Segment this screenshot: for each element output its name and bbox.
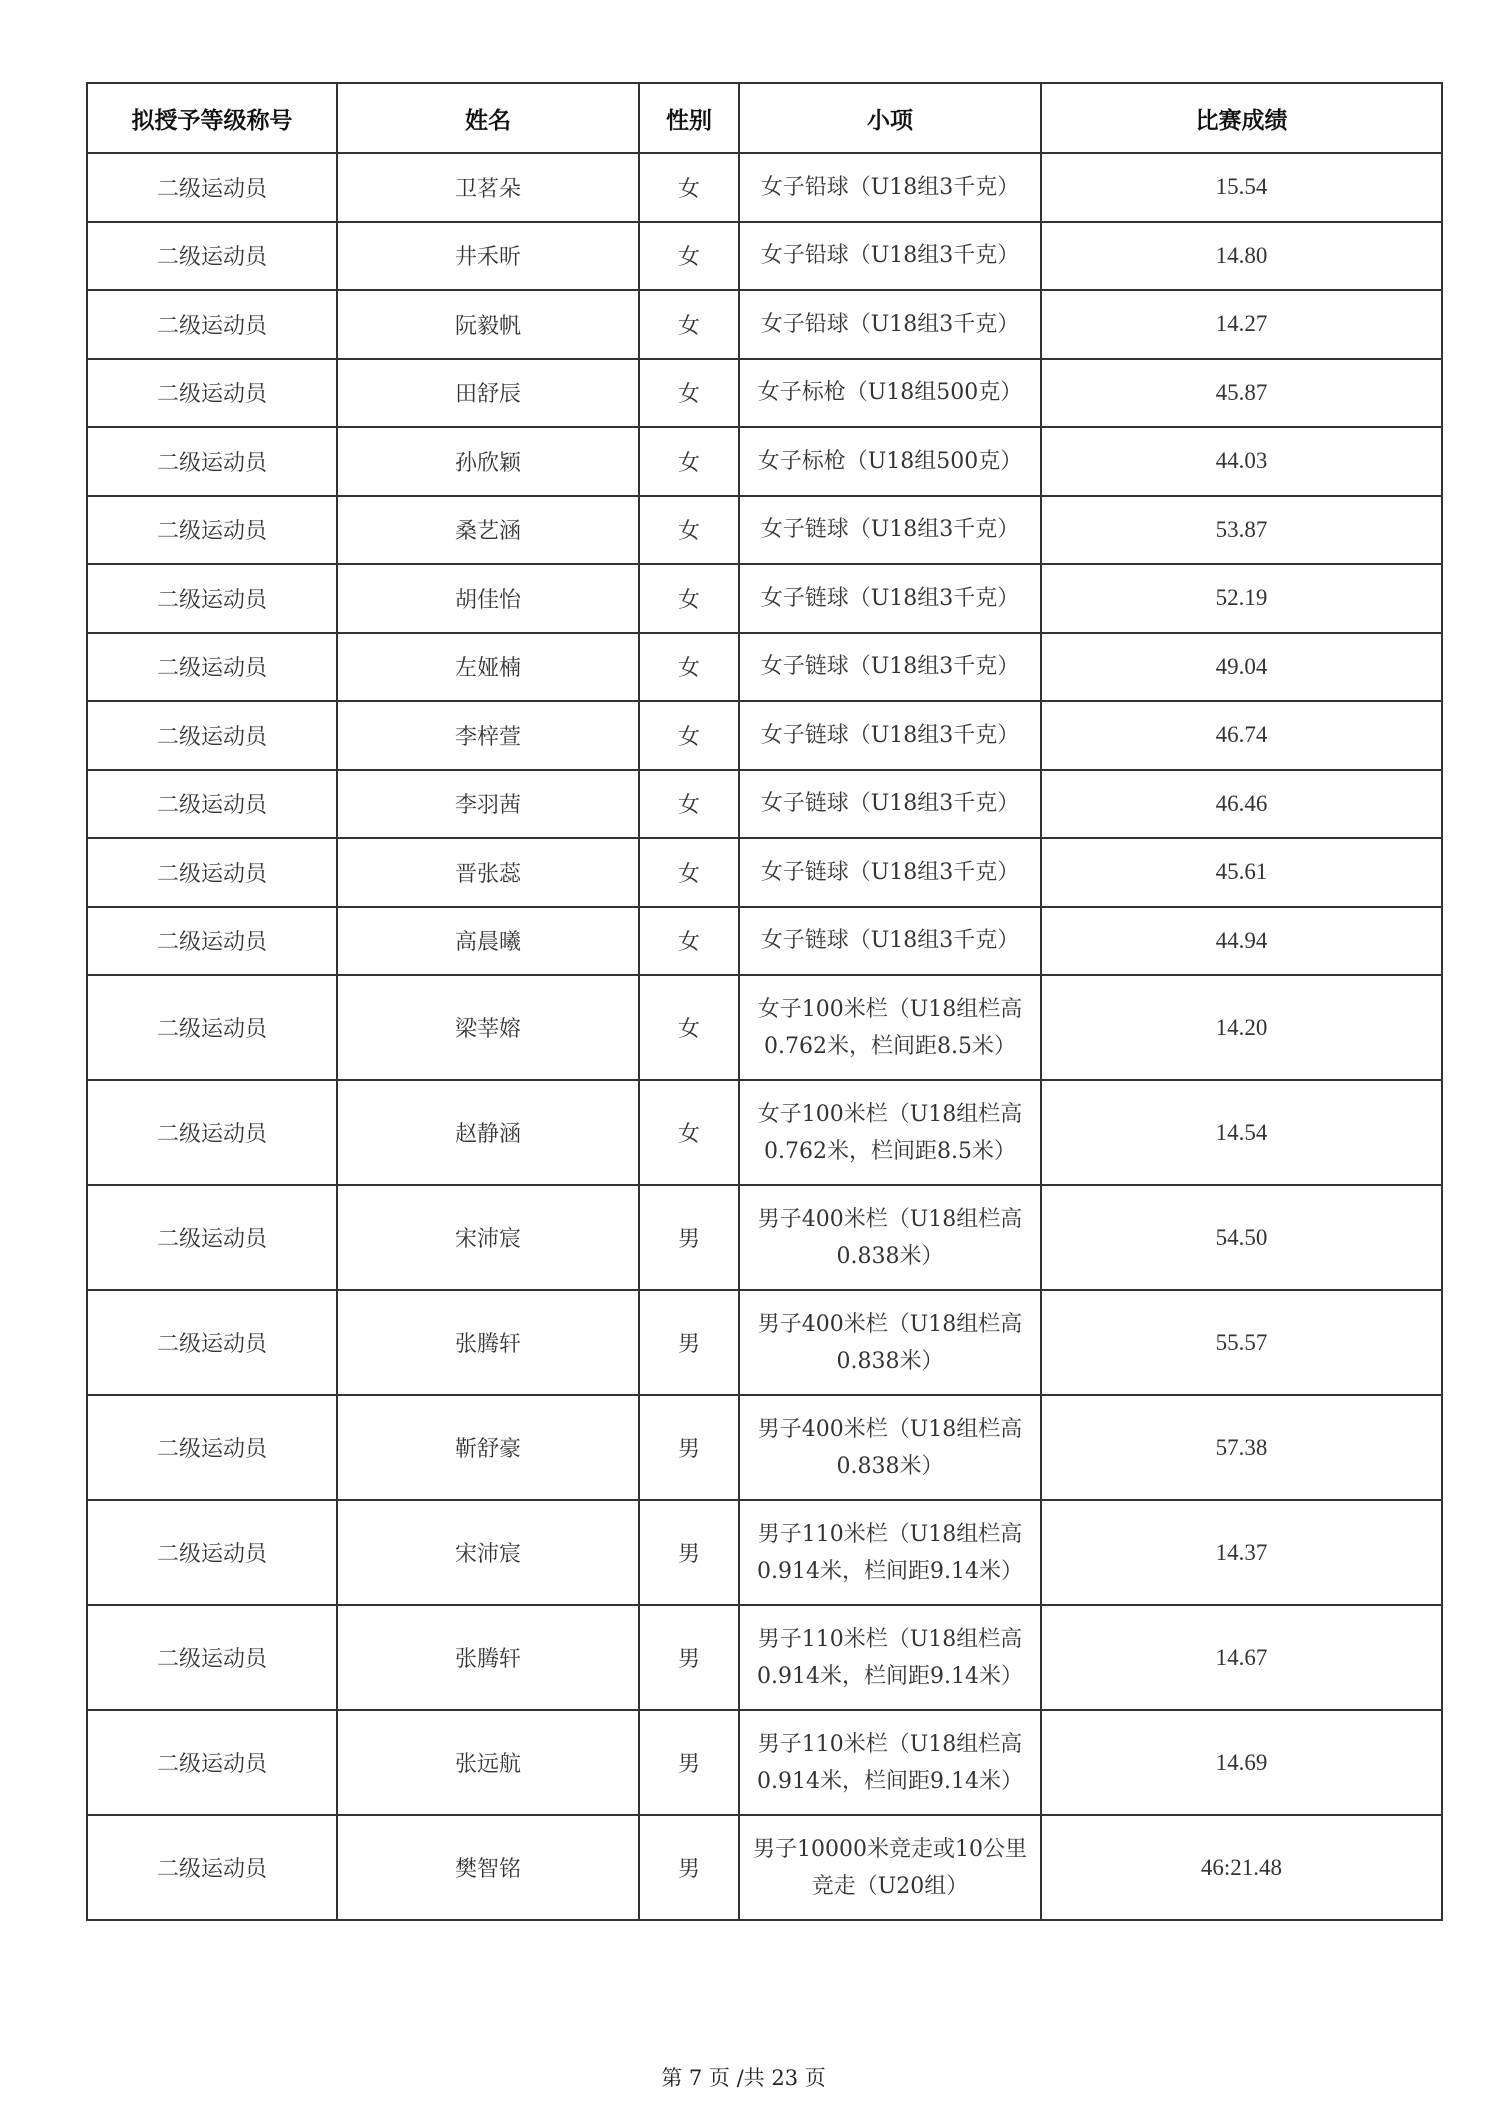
page-number: 第 7 页 /共 23 页 <box>661 2066 826 2090</box>
cell-gender: 男 <box>639 1710 739 1815</box>
table-row <box>87 907 1442 976</box>
cell-gender: 女 <box>639 633 739 702</box>
cell-name: 阮毅帆 <box>337 290 639 359</box>
cell-level: 二级运动员 <box>87 359 337 428</box>
cell-score: 14.80 <box>1041 222 1442 291</box>
cell-event: 女子链球（U18组3千克） <box>739 907 1041 976</box>
table-row <box>87 975 1442 1080</box>
cell-gender: 女 <box>639 222 739 291</box>
cell-gender: 男 <box>639 1605 739 1710</box>
cell-event: 女子链球（U18组3千克） <box>739 564 1041 633</box>
cell-score: 54.50 <box>1041 1185 1442 1290</box>
cell-level: 二级运动员 <box>87 770 337 839</box>
table-row <box>87 290 1442 359</box>
cell-score: 14.20 <box>1041 975 1442 1080</box>
cell-level: 二级运动员 <box>87 222 337 291</box>
cell-level: 二级运动员 <box>87 907 337 976</box>
cell-gender: 女 <box>639 496 739 565</box>
table-row <box>87 633 1442 702</box>
cell-level: 二级运动员 <box>87 1395 337 1500</box>
cell-event: 男子400米栏（U18组栏高 0.838米） <box>739 1185 1041 1290</box>
cell-name: 靳舒豪 <box>337 1395 639 1500</box>
cell-level: 二级运动员 <box>87 1815 337 1920</box>
cell-gender: 男 <box>639 1290 739 1395</box>
cell-gender: 女 <box>639 153 739 222</box>
cell-event: 女子标枪（U18组500克） <box>739 359 1041 428</box>
cell-score: 46.46 <box>1041 770 1442 839</box>
cell-name: 井禾昕 <box>337 222 639 291</box>
cell-score: 45.87 <box>1041 359 1442 428</box>
cell-gender: 女 <box>639 564 739 633</box>
cell-score: 44.94 <box>1041 907 1442 976</box>
cell-event: 男子110米栏（U18组栏高 0.914米，栏间距9.14米） <box>739 1605 1041 1710</box>
cell-event: 男子110米栏（U18组栏高 0.914米，栏间距9.14米） <box>739 1710 1041 1815</box>
table-body <box>87 153 1442 1920</box>
cell-name: 赵静涵 <box>337 1080 639 1185</box>
cell-level: 二级运动员 <box>87 564 337 633</box>
cell-score: 14.37 <box>1041 1500 1442 1605</box>
cell-level: 二级运动员 <box>87 701 337 770</box>
table-row <box>87 427 1442 496</box>
table-row <box>87 564 1442 633</box>
table-row <box>87 701 1442 770</box>
cell-level: 二级运动员 <box>87 1710 337 1815</box>
cell-gender: 女 <box>639 975 739 1080</box>
table-row <box>87 1185 1442 1290</box>
cell-gender: 男 <box>639 1815 739 1920</box>
cell-level: 二级运动员 <box>87 1290 337 1395</box>
cell-name: 宋沛宸 <box>337 1185 639 1290</box>
cell-name: 卫茗朵 <box>337 153 639 222</box>
cell-score: 14.67 <box>1041 1605 1442 1710</box>
cell-level: 二级运动员 <box>87 975 337 1080</box>
cell-name: 张腾轩 <box>337 1605 639 1710</box>
cell-name: 张远航 <box>337 1710 639 1815</box>
cell-level: 二级运动员 <box>87 1080 337 1185</box>
cell-level: 二级运动员 <box>87 1185 337 1290</box>
cell-gender: 男 <box>639 1185 739 1290</box>
cell-gender: 女 <box>639 359 739 428</box>
cell-event: 女子链球（U18组3千克） <box>739 496 1041 565</box>
cell-event: 女子链球（U18组3千克） <box>739 701 1041 770</box>
cell-gender: 女 <box>639 290 739 359</box>
cell-score: 14.54 <box>1041 1080 1442 1185</box>
header-event: 小项 <box>739 83 1041 153</box>
cell-score: 44.03 <box>1041 427 1442 496</box>
cell-score: 55.57 <box>1041 1290 1442 1395</box>
table-row <box>87 1395 1442 1500</box>
cell-gender: 女 <box>639 427 739 496</box>
table-row <box>87 1710 1442 1815</box>
cell-score: 52.19 <box>1041 564 1442 633</box>
cell-score: 15.54 <box>1041 153 1442 222</box>
cell-event: 女子链球（U18组3千克） <box>739 770 1041 839</box>
cell-name: 高晨曦 <box>337 907 639 976</box>
table-row <box>87 359 1442 428</box>
table-row <box>87 1290 1442 1395</box>
cell-name: 左娅楠 <box>337 633 639 702</box>
cell-score: 49.04 <box>1041 633 1442 702</box>
header-level: 拟授予等级称号 <box>87 83 337 153</box>
cell-gender: 女 <box>639 701 739 770</box>
cell-name: 宋沛宸 <box>337 1500 639 1605</box>
cell-event: 男子10000米竞走或10公里 竞走（U20组） <box>739 1815 1041 1920</box>
header-score: 比赛成绩 <box>1041 83 1442 153</box>
cell-level: 二级运动员 <box>87 838 337 907</box>
cell-gender: 男 <box>639 1500 739 1605</box>
cell-level: 二级运动员 <box>87 427 337 496</box>
cell-event: 女子铅球（U18组3千克） <box>739 290 1041 359</box>
table-row <box>87 222 1442 291</box>
table-row <box>87 153 1442 222</box>
cell-name: 桑艺涵 <box>337 496 639 565</box>
cell-gender: 女 <box>639 907 739 976</box>
cell-event: 女子链球（U18组3千克） <box>739 633 1041 702</box>
cell-level: 二级运动员 <box>87 496 337 565</box>
cell-level: 二级运动员 <box>87 1500 337 1605</box>
header-name: 姓名 <box>337 83 639 153</box>
cell-score: 53.87 <box>1041 496 1442 565</box>
cell-level: 二级运动员 <box>87 633 337 702</box>
cell-score: 46:21.48 <box>1041 1815 1442 1920</box>
cell-event: 男子400米栏（U18组栏高 0.838米） <box>739 1395 1041 1500</box>
cell-score: 14.69 <box>1041 1710 1442 1815</box>
table-header-row <box>87 83 1442 153</box>
cell-event: 女子100米栏（U18组栏高 0.762米，栏间距8.5米） <box>739 975 1041 1080</box>
cell-level: 二级运动员 <box>87 153 337 222</box>
cell-name: 胡佳怡 <box>337 564 639 633</box>
table-row <box>87 1815 1442 1920</box>
cell-name: 张腾轩 <box>337 1290 639 1395</box>
page-footer <box>0 2062 1487 2092</box>
cell-event: 女子标枪（U18组500克） <box>739 427 1041 496</box>
cell-name: 梁莘嫆 <box>337 975 639 1080</box>
cell-score: 57.38 <box>1041 1395 1442 1500</box>
cell-name: 孙欣颖 <box>337 427 639 496</box>
cell-score: 46.74 <box>1041 701 1442 770</box>
cell-event: 男子110米栏（U18组栏高 0.914米，栏间距9.14米） <box>739 1500 1041 1605</box>
table-row <box>87 1080 1442 1185</box>
cell-name: 樊智铭 <box>337 1815 639 1920</box>
table-row <box>87 1605 1442 1710</box>
cell-level: 二级运动员 <box>87 1605 337 1710</box>
cell-gender: 女 <box>639 838 739 907</box>
cell-score: 14.27 <box>1041 290 1442 359</box>
cell-gender: 男 <box>639 1395 739 1500</box>
table-row <box>87 496 1442 565</box>
header-gender: 性别 <box>639 83 739 153</box>
cell-name: 田舒辰 <box>337 359 639 428</box>
cell-gender: 女 <box>639 770 739 839</box>
table-row <box>87 838 1442 907</box>
results-table <box>86 82 1443 1921</box>
cell-score: 45.61 <box>1041 838 1442 907</box>
table-row <box>87 1500 1442 1605</box>
cell-event: 女子铅球（U18组3千克） <box>739 153 1041 222</box>
cell-name: 李羽茜 <box>337 770 639 839</box>
cell-event: 男子400米栏（U18组栏高 0.838米） <box>739 1290 1041 1395</box>
cell-event: 女子100米栏（U18组栏高 0.762米，栏间距8.5米） <box>739 1080 1041 1185</box>
cell-gender: 女 <box>639 1080 739 1185</box>
cell-event: 女子链球（U18组3千克） <box>739 838 1041 907</box>
cell-name: 晋张蕊 <box>337 838 639 907</box>
cell-name: 李梓萱 <box>337 701 639 770</box>
table-row <box>87 770 1442 839</box>
cell-event: 女子铅球（U18组3千克） <box>739 222 1041 291</box>
cell-level: 二级运动员 <box>87 290 337 359</box>
